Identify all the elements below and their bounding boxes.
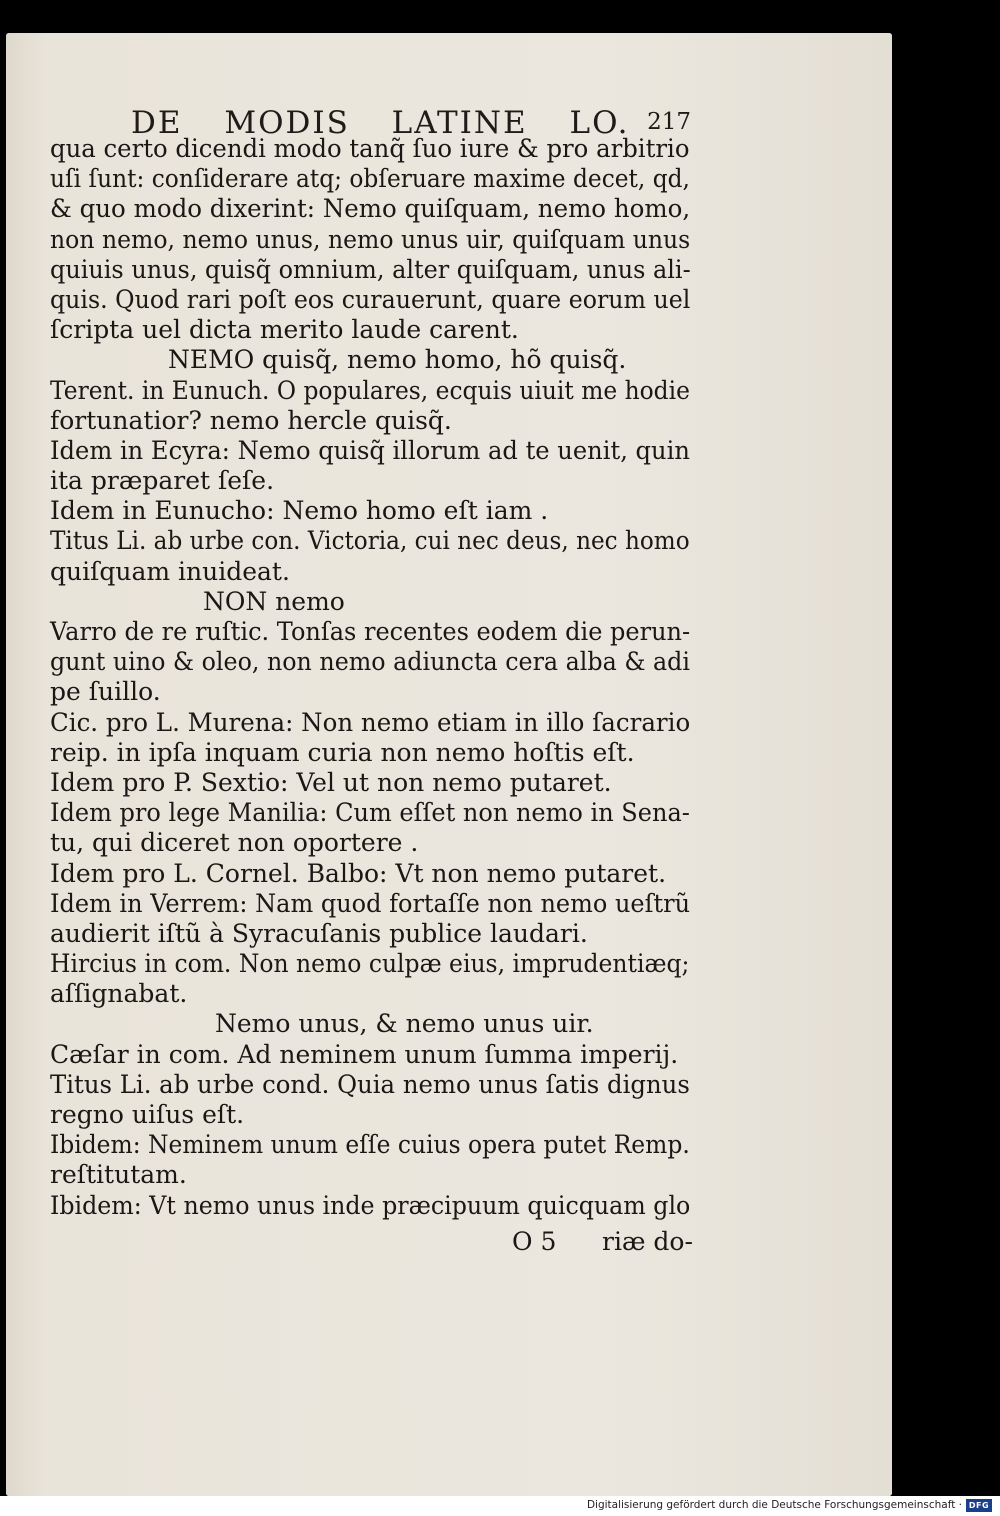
text-line: gunt uino & oleo, non nemo adiuncta cera alba & adi [50,647,690,677]
text-line: Hircius in com. Non nemo culpæ eius, imprudentiæq; [50,949,690,979]
text-line: Cic. pro L. Murena: Non nemo etiam in illo ſacrario [50,707,691,737]
text-line: qua certo dicendi modo tanq̃ ſuo iure & pro arbitrio [50,134,690,163]
text-line: Titus Li. ab urbe con. Victoria, cui nec deus, nec homo [50,526,690,556]
text-line: Cæſar in com. Ad neminem unum ſumma imperij. [50,1039,679,1069]
section-heading: Nemo unus, & nemo unus uir. [215,1009,594,1039]
text-line: ita præparet ſeſe. [50,466,275,496]
text-line: audierit iſtũ à Syracuſanis publice laudari. [50,918,588,948]
text-line: Idem pro L. Cornel. Balbo: Vt non nemo putaret. [50,858,667,888]
digitization-footer [0,1496,1000,1516]
text-line: ſcripta uel dicta merito laude carent. [50,315,519,345]
text-line: reip. in ipſa inquam curia non nemo hoſtis eſt. [50,737,635,767]
text-line: regno uiſus eſt. [50,1100,245,1129]
funding-notice: Digitalisierung gefördert durch die Deutsche Forschungsgemeinschaft · [586,1499,962,1511]
catchword: riæ do- [602,1227,693,1256]
text-line: quis. Quod rari poſt eos curauerunt, quare eorum uel [50,284,691,314]
text-line: Ibidem: Neminem unum eſſe cuius opera putet Remp. [50,1130,690,1160]
text-line: pe ſuillo. [50,677,161,707]
text-line: Terent. in Eunuch. O populares, ecquis uiuit me hodie [50,375,690,405]
text-line: Idem in Verrem: Nam quod fortaſſe non nemo ueſtrũ [50,888,691,918]
text-line: reſtitutam. [50,1160,187,1190]
text-line: aſſignabat. [50,979,188,1009]
book-page [6,33,892,1496]
text-line: quiſquam inuideat. [50,556,290,586]
signature-line [502,1227,702,1257]
text-line: Varro de re ruſtic. Tonſas recentes eodem die perun- [50,617,691,646]
text-line: tu, qui diceret non oportere . [50,828,419,858]
dfg-logo-icon: DFG [966,1499,992,1512]
text-line: quiuis unus, quisq̃ omnium, alter quiſquam, unus ali- [50,254,691,284]
text-line: Titus Li. ab urbe cond. Quia nemo unus ſatis dignus [50,1069,690,1099]
text-line: fortunatior? nemo hercle quisq̃. [50,405,452,435]
text-line: uſi ſunt: conſiderare atq; obſeruare maxime decet, qd, [50,164,690,194]
text-line: Idem in Ecyra: Nemo quisq̃ illorum ad te uenit, quin [50,435,690,465]
page-number: 217 [647,109,691,135]
section-heading: NON nemo [203,586,345,616]
signature-mark: O 5 [512,1227,557,1256]
section-heading: NEMO quisq̃, nemo homo, hõ quisq̃. [168,345,627,375]
text-line: & quo modo dixerint: Nemo quiſquam, nemo homo, [50,194,691,224]
text-line: Idem pro lege Manilia: Cum eſſet non nemo in Sena- [50,798,690,828]
text-line: Idem in Eunucho: Nemo homo eſt iam . [50,496,549,526]
running-title: DE MODIS LATINE LO. [131,105,630,141]
text-line: Idem pro P. Sextio: Vel ut non nemo putaret. [50,767,612,797]
text-line: non nemo, nemo unus, nemo unus uir, quiſquam unus [50,224,691,254]
text-line: Ibidem: Vt nemo unus inde præcipuum quicquam glo [50,1190,691,1220]
body-text [50,134,700,1221]
